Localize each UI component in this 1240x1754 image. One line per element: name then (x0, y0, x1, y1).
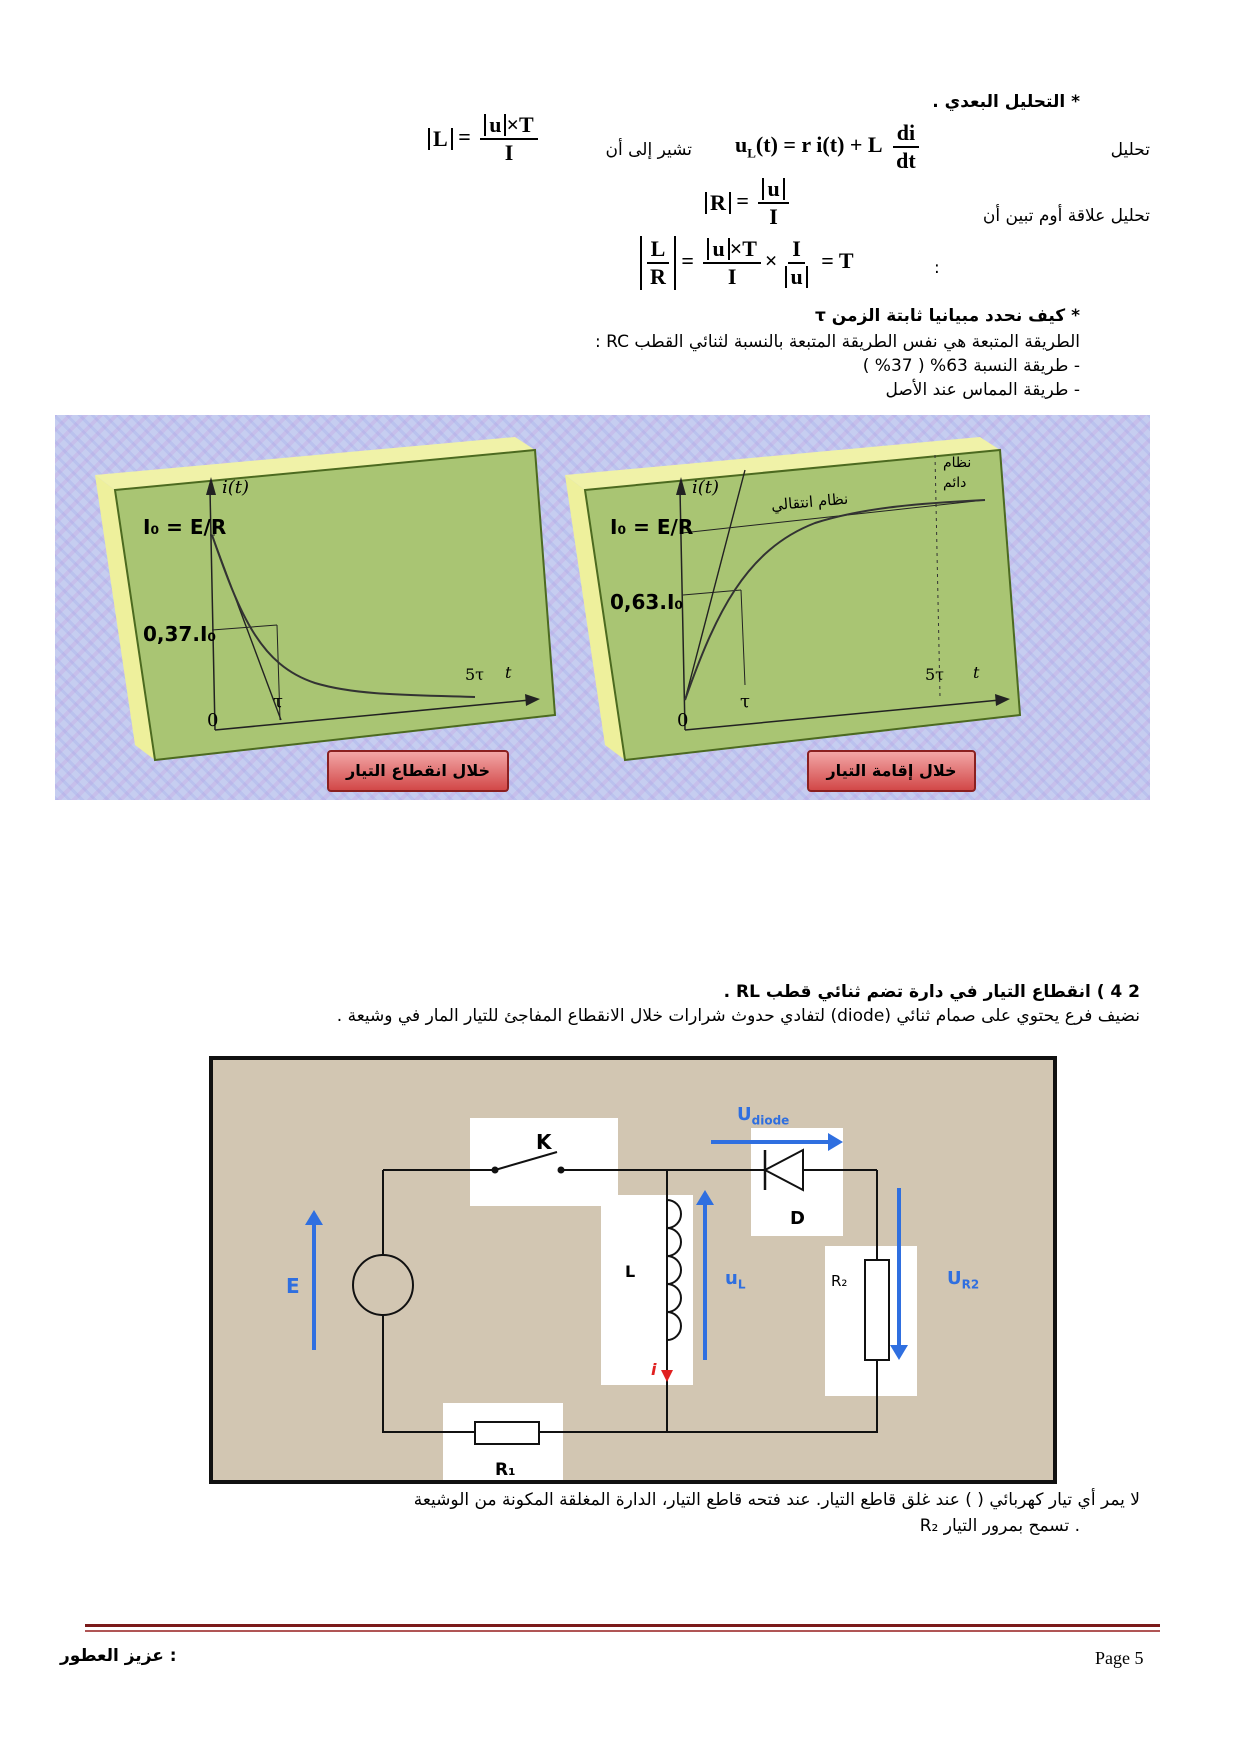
method-ratio: - طريقة النسبة 63% ( 37% ) (862, 356, 1080, 376)
u-diode-sub: diode (751, 1113, 790, 1128)
left-origin: 0 (207, 710, 219, 731)
conclusion-line-2: R₂ تسمح بمرور التيار . (919, 1516, 1080, 1536)
row1-equation: $u_L(t) = r$ i(t) + L $\frac{di}{dt}$ (735, 120, 924, 174)
steady-regime-label-2: دائم (943, 475, 967, 491)
time-constant-intro: الطريقة المتبعة هي نفس الطريقة المتبعة بالنسبة لثنائي القطب RC : (594, 332, 1080, 352)
dimensional-heading: * التحليل البعدي . (932, 92, 1080, 112)
method-tangent: - طريقة المماس عند الأصل (885, 380, 1080, 400)
switch-label: K (536, 1130, 552, 1154)
u-l-main: u (725, 1268, 738, 1289)
footer-page-number: Page 5 (1095, 1648, 1144, 1668)
right-i0-label: I₀ = E/R (610, 515, 694, 539)
left-level-label: 0,37.I₀ (143, 622, 217, 646)
right-tau: τ (740, 691, 750, 712)
row1-middle: تشير إلى أن (605, 140, 692, 160)
right-origin: 0 (677, 710, 689, 731)
u-r2-sub: R2 (961, 1277, 980, 1292)
right-y-axis-label: i(t) (692, 477, 720, 498)
row3-result: $\frac{L}{R}$ = $\frac{u \times T}{I}$ × $\frac{I}{u}$ = T (640, 236, 854, 290)
transient-regime-label: نظام انتقالي (770, 489, 849, 515)
left-graph (95, 437, 555, 760)
caption-current-establish: خلال إقامة التيار (807, 750, 976, 792)
section2-text: نضيف فرع يحتوي على صمام ثنائي (diode) لتفادي حدوث شرارات خلال الانقطاع المفاجئ للتيار المار في وشيعة . (336, 1006, 1140, 1026)
row3-colon: : (934, 258, 940, 278)
r2-label: R₂ (831, 1272, 848, 1290)
u-l-label (725, 1268, 745, 1292)
section2-heading: 2 4 ) انقطاع التيار في دارة تضم ثنائي قطب RL . (723, 982, 1140, 1002)
left-tau: τ (273, 691, 283, 712)
footer-rule-top (85, 1624, 1160, 1627)
current-label: i (651, 1360, 657, 1379)
graphs-panel (55, 415, 1150, 800)
u-diode-main: U (737, 1104, 752, 1125)
footer-author: : عزيز العطور (60, 1646, 177, 1666)
inductor-label: L (625, 1262, 636, 1281)
row1-result: L = $\frac{u \times T}{I}$ (428, 112, 542, 166)
left-i0-label: I₀ = E/R (143, 515, 227, 539)
footer-rule-bottom (85, 1630, 1160, 1632)
u-diode-label (737, 1104, 789, 1128)
row1-label: تحليل (1110, 140, 1150, 160)
right-level-label: 0,63.I₀ (610, 590, 684, 614)
u-l-sub: L (737, 1277, 746, 1292)
row2-result: R = $\frac{u}{I}$ (705, 176, 793, 230)
caption-current-break: خلال انقطاع التيار (327, 750, 509, 792)
circuit-diagram (209, 1056, 1057, 1484)
emf-label: E (286, 1274, 300, 1298)
diode-label: D (790, 1208, 805, 1229)
graphs-svg (55, 415, 1150, 800)
right-five-tau: 5τ (925, 665, 945, 684)
left-five-tau: 5τ (465, 665, 485, 684)
r1-label: R₁ (495, 1460, 516, 1480)
steady-regime-label-1: نظام (943, 455, 972, 471)
left-t-label: t (505, 663, 512, 682)
u-r2-main: U (947, 1268, 962, 1289)
time-constant-heading: * كيف نحدد مبيانيا ثابتة الزمن τ (814, 306, 1080, 326)
conclusion-line-1: لا يمر أي تيار كهربائي ( ) عند غلق قاطع التيار. عند فتحه قاطع التيار، الدارة المغلقة المكونة من الوشيعة (413, 1490, 1140, 1510)
u-r2-label (947, 1268, 979, 1292)
row2-label: تحليل علاقة أوم تبين أن (982, 206, 1150, 226)
left-y-axis-label: i(t) (222, 477, 250, 498)
right-t-label: t (973, 663, 980, 682)
